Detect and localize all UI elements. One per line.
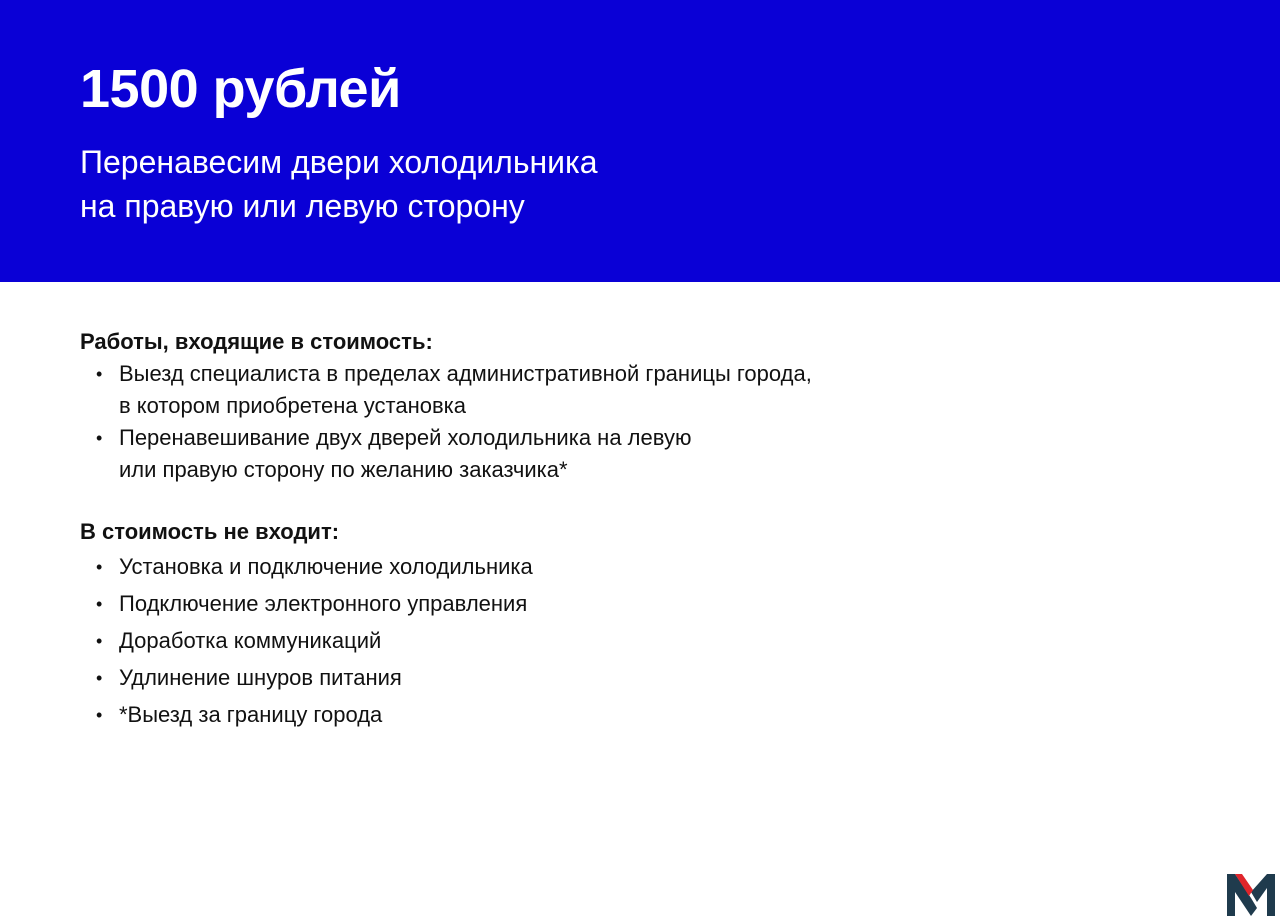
list-item — [80, 588, 1080, 620]
subtitle-line: Перенавесим двери холодильника — [80, 144, 598, 180]
bullet-icon: • — [96, 668, 103, 688]
list-item-label: Подключение электронного управления — [119, 591, 528, 616]
bullet-icon: • — [96, 557, 103, 577]
list-item — [80, 358, 1080, 422]
list-item-label: *Выезд за границу города — [119, 702, 383, 727]
excluded-heading: В стоимость не входит: — [80, 519, 340, 544]
list-item-label: Установка и подключение холодильника — [119, 554, 533, 579]
list-item-label: Доработка коммуникаций — [119, 628, 382, 653]
service-subtitle — [80, 140, 980, 228]
included-list — [80, 358, 1080, 486]
list-item-line: Перенавешивание двух дверей холодильника на левую — [119, 425, 692, 450]
bullet-icon: • — [96, 364, 103, 384]
price-title: 1500 рублей — [80, 59, 401, 119]
m-logo-icon — [1227, 872, 1275, 916]
header-banner — [0, 0, 1280, 282]
list-item — [80, 422, 1080, 486]
included-heading: Работы, входящие в стоимость: — [80, 329, 433, 354]
bullet-icon: • — [96, 705, 103, 725]
list-item-line: Выезд специалиста в пределах административной границы города, — [119, 361, 812, 386]
subtitle-line: на правую или левую сторону — [80, 188, 525, 224]
list-item-label: Удлинение шнуров питания — [119, 665, 402, 690]
list-item — [80, 662, 1080, 694]
bullet-icon: • — [96, 594, 103, 614]
list-item-line: или правую сторону по желанию заказчика* — [119, 457, 568, 482]
service-details — [80, 326, 1080, 736]
list-item — [80, 699, 1080, 731]
excluded-list — [80, 551, 1080, 731]
bullet-icon: • — [96, 428, 103, 448]
list-item-line: в котором приобретена установка — [119, 393, 467, 418]
list-item — [80, 551, 1080, 583]
list-item — [80, 625, 1080, 657]
bullet-icon: • — [96, 631, 103, 651]
